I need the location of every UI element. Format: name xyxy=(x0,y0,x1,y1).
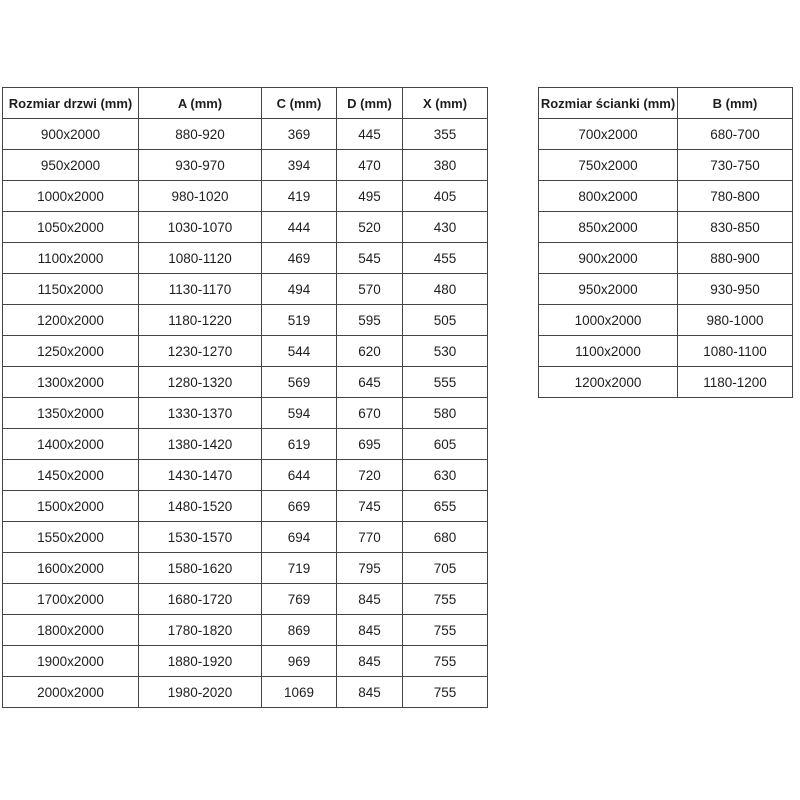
table-row xyxy=(3,336,488,367)
table-row xyxy=(539,181,793,212)
table-cell: 1550x2000 xyxy=(3,522,139,553)
table-row xyxy=(539,305,793,336)
table-row xyxy=(539,243,793,274)
table-row xyxy=(3,646,488,677)
table-cell: 1780-1820 xyxy=(139,615,262,646)
table-row xyxy=(3,243,488,274)
table-cell: 1280-1320 xyxy=(139,367,262,398)
table-cell: 850x2000 xyxy=(539,212,678,243)
column-header-a: A (mm) xyxy=(139,88,262,119)
table-cell: 1480-1520 xyxy=(139,491,262,522)
table-cell: 1400x2000 xyxy=(3,429,139,460)
table-cell: 545 xyxy=(337,243,403,274)
table-row xyxy=(539,212,793,243)
table-row xyxy=(539,274,793,305)
table-cell: 719 xyxy=(262,553,337,584)
table-cell: 1680-1720 xyxy=(139,584,262,615)
table-cell: 1300x2000 xyxy=(3,367,139,398)
table-cell: 1250x2000 xyxy=(3,336,139,367)
table-cell: 2000x2000 xyxy=(3,677,139,708)
table-cell: 1600x2000 xyxy=(3,553,139,584)
column-header-rozmiar-drzwi: Rozmiar drzwi (mm) xyxy=(3,88,139,119)
wall-table-header-row xyxy=(539,88,793,119)
table-cell: 1350x2000 xyxy=(3,398,139,429)
table-cell: 1100x2000 xyxy=(539,336,678,367)
table-cell: 1180-1220 xyxy=(139,305,262,336)
table-cell: 880-900 xyxy=(678,243,793,274)
table-cell: 594 xyxy=(262,398,337,429)
table-cell: 755 xyxy=(403,646,488,677)
table-cell: 595 xyxy=(337,305,403,336)
table-cell: 969 xyxy=(262,646,337,677)
table-cell: 480 xyxy=(403,274,488,305)
table-cell: 1150x2000 xyxy=(3,274,139,305)
table-cell: 800x2000 xyxy=(539,181,678,212)
table-cell: 780-800 xyxy=(678,181,793,212)
table-cell: 1200x2000 xyxy=(3,305,139,336)
table-cell: 830-850 xyxy=(678,212,793,243)
table-cell: 1530-1570 xyxy=(139,522,262,553)
table-cell: 1000x2000 xyxy=(3,181,139,212)
table-cell: 470 xyxy=(337,150,403,181)
table-cell: 745 xyxy=(337,491,403,522)
table-cell: 1180-1200 xyxy=(678,367,793,398)
column-header-b: B (mm) xyxy=(678,88,793,119)
table-row xyxy=(3,429,488,460)
table-row xyxy=(539,119,793,150)
table-row xyxy=(539,367,793,398)
table-row xyxy=(3,553,488,584)
table-cell: 1880-1920 xyxy=(139,646,262,677)
table-cell: 950x2000 xyxy=(539,274,678,305)
table-cell: 570 xyxy=(337,274,403,305)
table-cell: 1800x2000 xyxy=(3,615,139,646)
table-cell: 405 xyxy=(403,181,488,212)
table-cell: 555 xyxy=(403,367,488,398)
table-cell: 880-920 xyxy=(139,119,262,150)
table-cell: 544 xyxy=(262,336,337,367)
table-row xyxy=(3,584,488,615)
table-cell: 355 xyxy=(403,119,488,150)
table-cell: 419 xyxy=(262,181,337,212)
table-cell: 394 xyxy=(262,150,337,181)
table-cell: 1080-1120 xyxy=(139,243,262,274)
table-cell: 1130-1170 xyxy=(139,274,262,305)
table-cell: 1230-1270 xyxy=(139,336,262,367)
table-cell: 845 xyxy=(337,584,403,615)
table-cell: 1050x2000 xyxy=(3,212,139,243)
table-cell: 900x2000 xyxy=(3,119,139,150)
table-cell: 1069 xyxy=(262,677,337,708)
table-cell: 720 xyxy=(337,460,403,491)
table-cell: 705 xyxy=(403,553,488,584)
table-cell: 1200x2000 xyxy=(539,367,678,398)
column-header-x: X (mm) xyxy=(403,88,488,119)
table-cell: 1700x2000 xyxy=(3,584,139,615)
table-cell: 520 xyxy=(337,212,403,243)
table-row xyxy=(539,150,793,181)
table-cell: 930-970 xyxy=(139,150,262,181)
table-cell: 930-950 xyxy=(678,274,793,305)
column-header-c: C (mm) xyxy=(262,88,337,119)
table-cell: 1430-1470 xyxy=(139,460,262,491)
table-row xyxy=(3,367,488,398)
table-cell: 1380-1420 xyxy=(139,429,262,460)
table-cell: 1030-1070 xyxy=(139,212,262,243)
table-cell: 900x2000 xyxy=(539,243,678,274)
table-cell: 730-750 xyxy=(678,150,793,181)
table-row xyxy=(3,181,488,212)
table-cell: 630 xyxy=(403,460,488,491)
table-cell: 1100x2000 xyxy=(3,243,139,274)
table-cell: 845 xyxy=(337,646,403,677)
table-cell: 795 xyxy=(337,553,403,584)
table-cell: 680-700 xyxy=(678,119,793,150)
table-cell: 1330-1370 xyxy=(139,398,262,429)
door-table-header-row xyxy=(3,88,488,119)
table-cell: 605 xyxy=(403,429,488,460)
table-cell: 1980-2020 xyxy=(139,677,262,708)
table-cell: 1080-1100 xyxy=(678,336,793,367)
table-row xyxy=(3,305,488,336)
table-cell: 469 xyxy=(262,243,337,274)
table-cell: 770 xyxy=(337,522,403,553)
table-cell: 569 xyxy=(262,367,337,398)
table-cell: 444 xyxy=(262,212,337,243)
table-cell: 645 xyxy=(337,367,403,398)
table-row xyxy=(3,522,488,553)
table-cell: 755 xyxy=(403,615,488,646)
table-row xyxy=(3,677,488,708)
table-row xyxy=(539,336,793,367)
table-cell: 845 xyxy=(337,615,403,646)
table-cell: 430 xyxy=(403,212,488,243)
door-size-table xyxy=(2,87,488,708)
table-cell: 505 xyxy=(403,305,488,336)
table-cell: 619 xyxy=(262,429,337,460)
table-row xyxy=(3,491,488,522)
table-cell: 980-1020 xyxy=(139,181,262,212)
table-cell: 494 xyxy=(262,274,337,305)
table-row xyxy=(3,615,488,646)
table-cell: 1000x2000 xyxy=(539,305,678,336)
table-row xyxy=(3,460,488,491)
table-row xyxy=(3,212,488,243)
table-cell: 455 xyxy=(403,243,488,274)
table-cell: 669 xyxy=(262,491,337,522)
table-cell: 700x2000 xyxy=(539,119,678,150)
table-row xyxy=(3,150,488,181)
table-cell: 950x2000 xyxy=(3,150,139,181)
table-cell: 530 xyxy=(403,336,488,367)
table-cell: 1580-1620 xyxy=(139,553,262,584)
column-header-d: D (mm) xyxy=(337,88,403,119)
table-cell: 980-1000 xyxy=(678,305,793,336)
table-cell: 695 xyxy=(337,429,403,460)
wall-size-table xyxy=(538,87,793,398)
table-cell: 750x2000 xyxy=(539,150,678,181)
table-cell: 495 xyxy=(337,181,403,212)
table-cell: 845 xyxy=(337,677,403,708)
table-cell: 694 xyxy=(262,522,337,553)
table-cell: 580 xyxy=(403,398,488,429)
table-cell: 620 xyxy=(337,336,403,367)
table-cell: 769 xyxy=(262,584,337,615)
table-cell: 670 xyxy=(337,398,403,429)
table-cell: 755 xyxy=(403,677,488,708)
table-row xyxy=(3,398,488,429)
table-cell: 680 xyxy=(403,522,488,553)
table-cell: 380 xyxy=(403,150,488,181)
table-cell: 644 xyxy=(262,460,337,491)
column-header-rozmiar-scianki: Rozmiar ścianki (mm) xyxy=(539,88,678,119)
table-cell: 519 xyxy=(262,305,337,336)
table-cell: 1500x2000 xyxy=(3,491,139,522)
table-row xyxy=(3,119,488,150)
table-cell: 1450x2000 xyxy=(3,460,139,491)
table-cell: 445 xyxy=(337,119,403,150)
table-cell: 655 xyxy=(403,491,488,522)
table-row xyxy=(3,274,488,305)
table-cell: 755 xyxy=(403,584,488,615)
table-cell: 369 xyxy=(262,119,337,150)
table-cell: 869 xyxy=(262,615,337,646)
table-cell: 1900x2000 xyxy=(3,646,139,677)
